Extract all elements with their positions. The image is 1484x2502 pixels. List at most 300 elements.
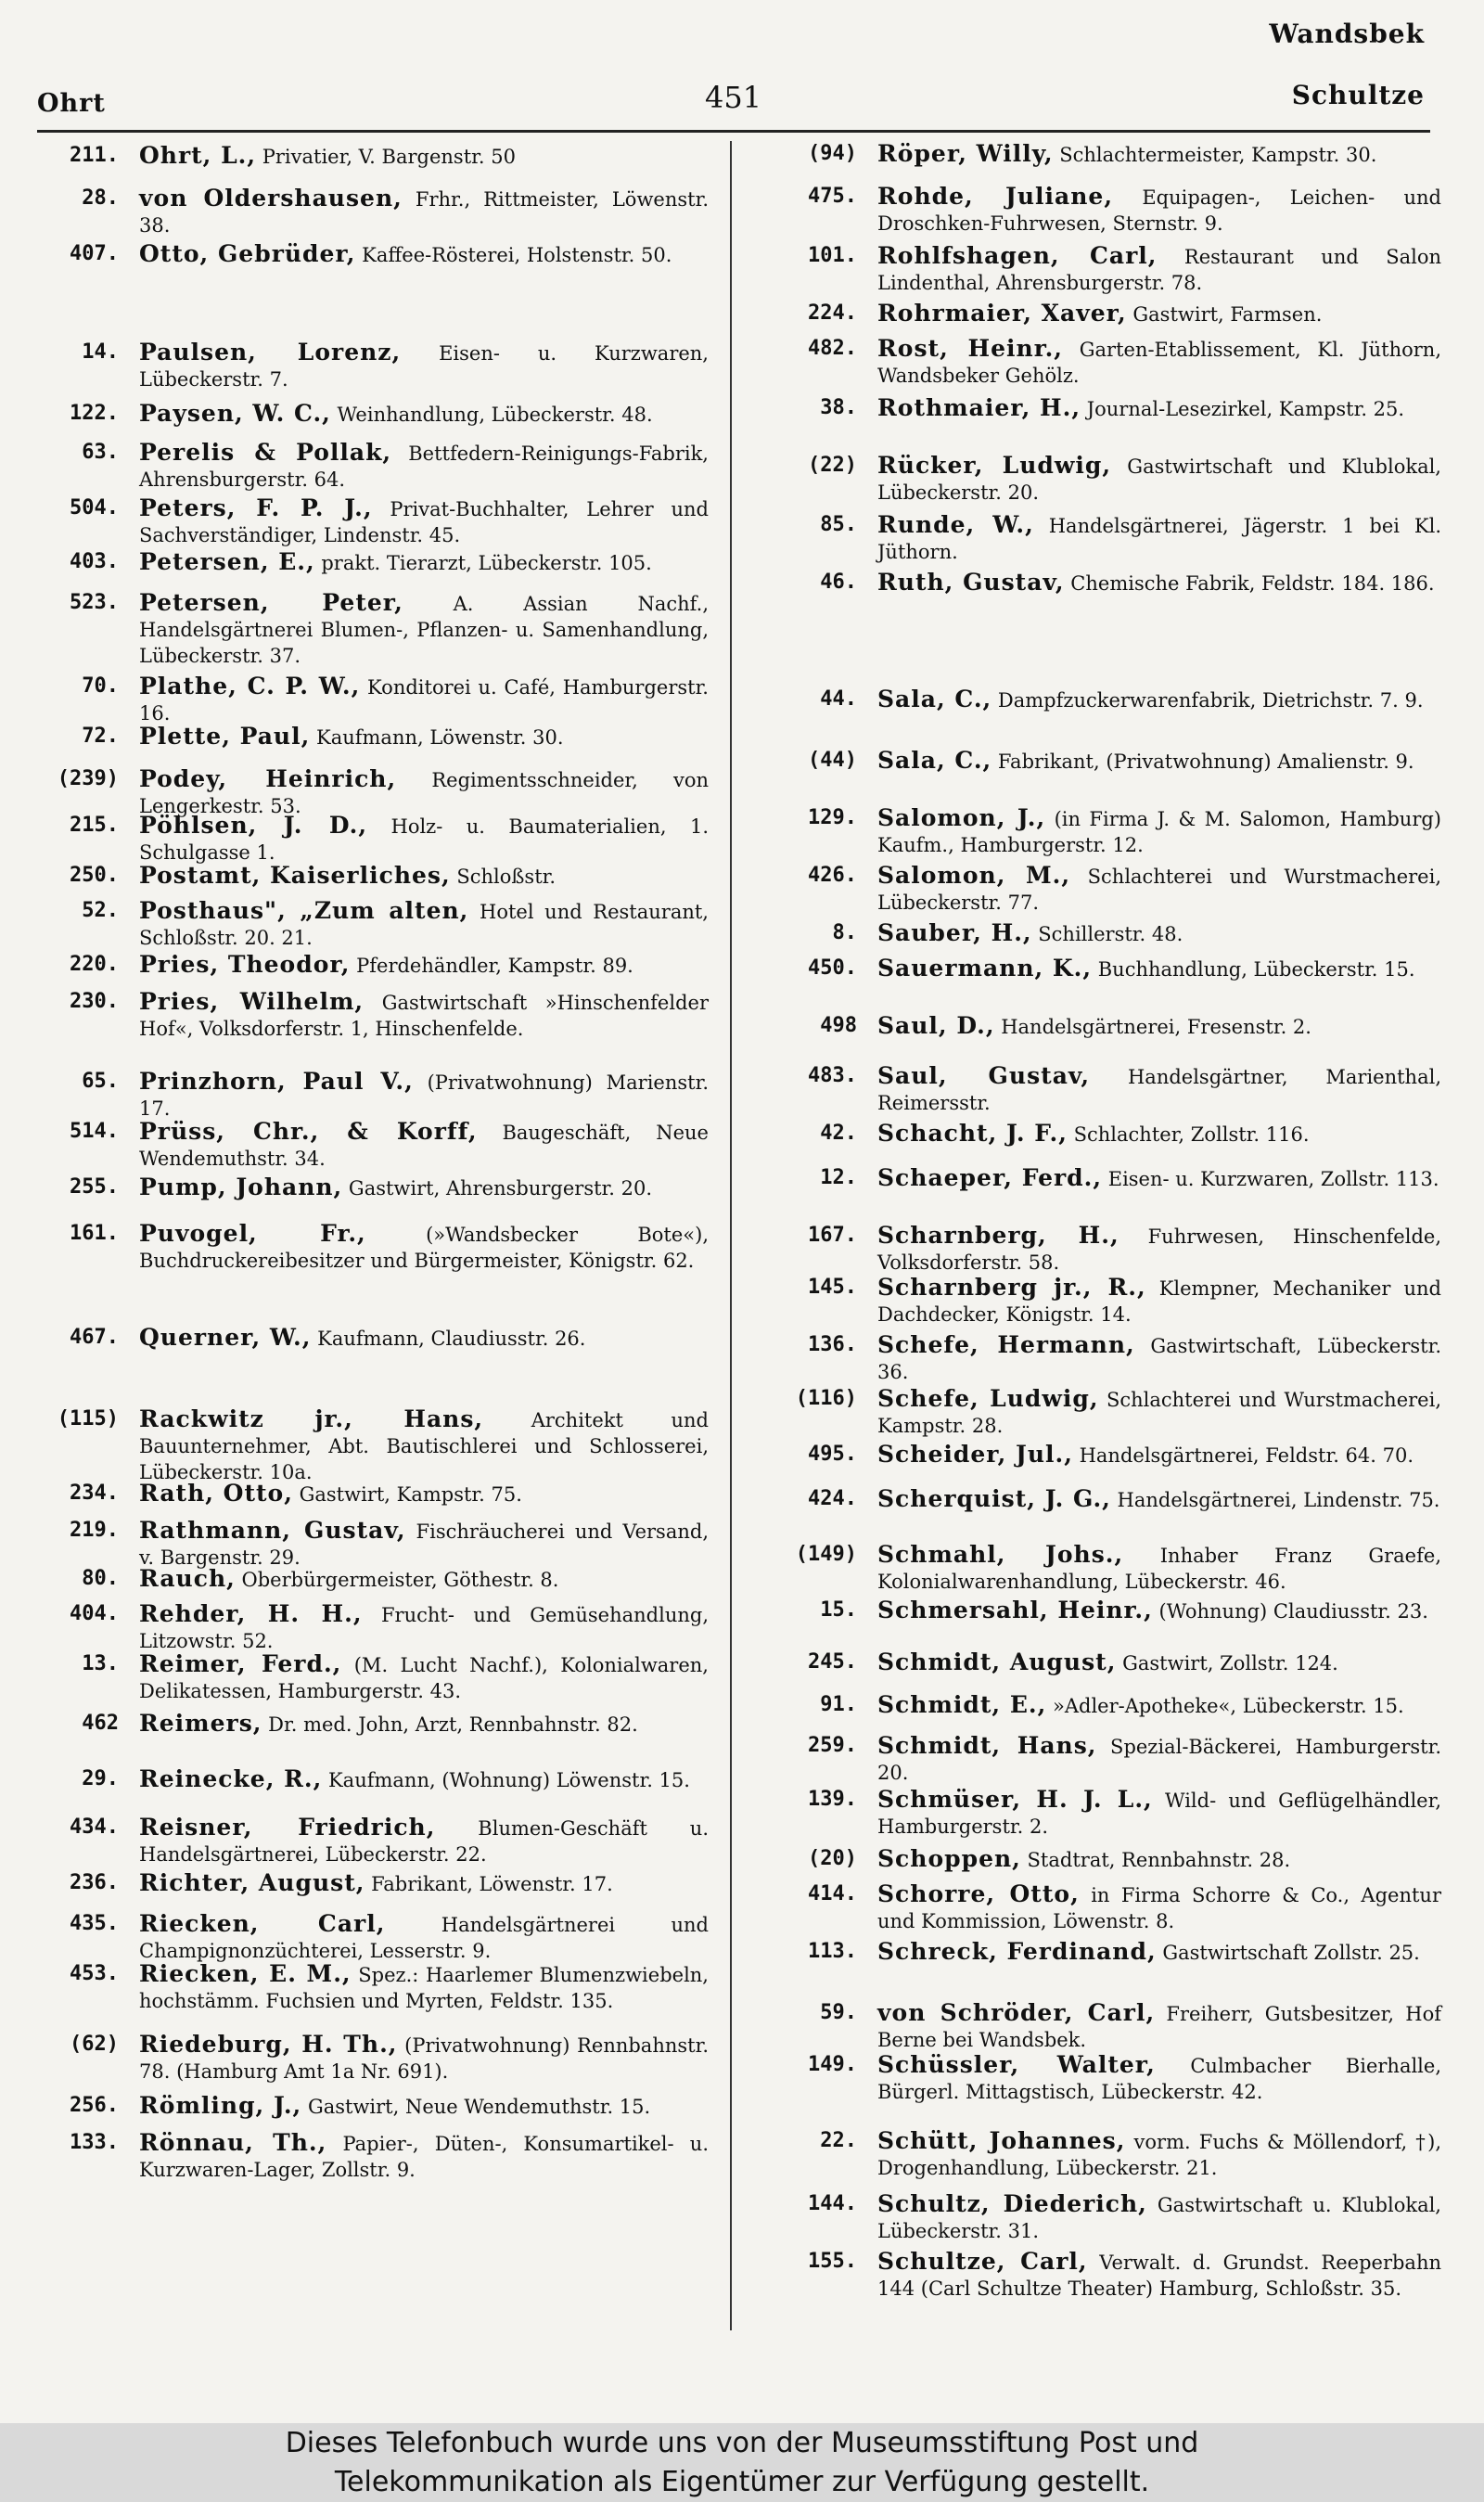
phone-number: 14. [82, 340, 119, 364]
subscriber-details: Oberbürgermeister, Göthestr. 8. [235, 1569, 559, 1591]
directory-entry [41, 590, 709, 669]
subscriber-details: Gastwirtschaft, Lübeckerstr. 36. [877, 1335, 1441, 1383]
phone-number: 495. [808, 1443, 857, 1466]
subscriber-details: Gastwirt, Kampstr. 75. [292, 1483, 522, 1506]
subscriber-name: Posthaus", „Zum alten, [139, 897, 469, 924]
entry-body [139, 1870, 709, 1897]
directory-entry [772, 1881, 1441, 1934]
phone-number: 28. [82, 186, 119, 210]
subscriber-name: Saul, Gustav, [877, 1062, 1091, 1089]
directory-entry [772, 2191, 1441, 2244]
subscriber-details: »Adler-Apotheke«, Lübeckerstr. 15. [1046, 1695, 1404, 1717]
subscriber-details: (in Firma J. & M. Salomon, Hamburg) Kaufm., Hamburgerstr. 12. [877, 808, 1441, 856]
subscriber-name: Runde, W., [877, 511, 1034, 538]
phone-number: 259. [808, 1734, 857, 1757]
entry-body [139, 1406, 709, 1485]
directory-entry [41, 724, 709, 751]
directory-entry [772, 1332, 1441, 1385]
directory-entry [772, 1013, 1441, 1040]
phone-number: 80. [82, 1567, 119, 1590]
subscriber-name: Rost, Heinr., [877, 335, 1064, 362]
entry-body [877, 2249, 1441, 2302]
directory-entry [772, 1165, 1441, 1192]
subscriber-details: Gastwirt, Farmsen. [1126, 303, 1323, 326]
subscriber-name: Schultze, Carl, [877, 2248, 1088, 2275]
entry-body [877, 1486, 1441, 1513]
directory-entry [41, 1174, 709, 1201]
subscriber-details: Frucht- und Gemüsehandlung, Litzowstr. 52. [139, 1604, 710, 1652]
subscriber-name: Reimers, [139, 1710, 262, 1737]
directory-entry [41, 898, 709, 951]
directory-entry [772, 301, 1441, 327]
directory-entry [772, 512, 1441, 565]
subscriber-details: Handelsgärtnerei, Fresenstr. 2. [994, 1016, 1311, 1038]
phone-number: 504. [70, 496, 119, 520]
subscriber-name: Sala, C., [877, 686, 992, 712]
subscriber-details: Eisen- u. Kurzwaren, Zollstr. 113. [1102, 1168, 1439, 1190]
entry-body [877, 453, 1441, 506]
subscriber-name: Saul, D., [877, 1012, 995, 1039]
phone-number: 8. [832, 921, 857, 944]
subscriber-details: Verwalt. d. Grundst. Reeperbahn 144 (Carl Schultze Theater) Hamburg, Schloßstr. 35. [877, 2252, 1441, 2300]
phone-number: 44. [820, 687, 857, 711]
entry-body [877, 748, 1441, 775]
subscriber-details: Journal-Lesezirkel, Kampstr. 25. [1081, 398, 1405, 420]
footer-line-2: Telekommunikation als Eigentümer zur Verfügung gestellt. [334, 2466, 1150, 2498]
subscriber-name: Scherquist, J. G., [877, 1485, 1111, 1512]
entry-body [139, 1119, 709, 1172]
entry-body [139, 1911, 709, 1964]
subscriber-details: Weinhandlung, Lübeckerstr. 48. [330, 404, 653, 426]
subscriber-name: Puvogel, Fr., [139, 1220, 366, 1247]
subscriber-details: prakt. Tierarzt, Lübeckerstr. 105. [314, 552, 652, 574]
phone-number: 467. [70, 1326, 119, 1349]
subscriber-name: Prüss, Chr., & Korff, [139, 1118, 478, 1145]
entry-body [139, 898, 709, 951]
phone-number: 63. [82, 441, 119, 464]
subscriber-name: Schacht, J. F., [877, 1120, 1068, 1147]
phone-number: 42. [820, 1122, 857, 1145]
subscriber-details: Kaffee-Rösterei, Holstenstr. 50. [355, 244, 672, 266]
subscriber-details: Bettfedern-Reinigungs-Fabrik, Ahrensburgerstr. 64. [139, 443, 709, 491]
phone-number: 85. [820, 513, 857, 536]
header-first-entry: Ohrt [37, 89, 106, 118]
directory-entry [772, 1597, 1441, 1624]
subscriber-details: Kaufmann, (Wohnung) Löwenstr. 15. [322, 1769, 690, 1791]
subscriber-name: Sauber, H., [877, 919, 1032, 946]
entry-body [139, 241, 709, 268]
phone-number: (22) [808, 454, 857, 477]
subscriber-details: Gastwirt, Zollstr. 124. [1116, 1652, 1338, 1674]
subscriber-name: Riedeburg, H. Th., [139, 2031, 398, 2058]
directory-entry [41, 1069, 709, 1122]
entry-body [139, 1961, 709, 2014]
entry-body [139, 724, 709, 751]
directory-entry [772, 1733, 1441, 1786]
subscriber-name: Paysen, W. C., [139, 400, 331, 427]
phone-number: 133. [70, 2131, 119, 2154]
subscriber-name: Prinzhorn, Paul V., [139, 1068, 414, 1095]
phone-number: (94) [808, 142, 857, 165]
directory-entry [41, 863, 709, 890]
subscriber-name: Scharnberg, H., [877, 1222, 1119, 1249]
phone-number: 224. [808, 302, 857, 325]
subscriber-name: Ruth, Gustav, [877, 569, 1065, 596]
phone-number: 161. [70, 1222, 119, 1245]
directory-entry [772, 1223, 1441, 1276]
subscriber-details: Inhaber Franz Graefe, Kolonialwarenhandlung, Lübeckerstr. 46. [877, 1545, 1441, 1593]
subscriber-details: Eisen- u. Kurzwaren, Lübeckerstr. 7. [139, 342, 709, 391]
phone-number: 245. [808, 1650, 857, 1674]
phone-number: 15. [820, 1598, 857, 1622]
subscriber-name: Schüssler, Walter, [877, 2051, 1156, 2078]
subscriber-details: (Privatwohnung) Marienstr. 17. [139, 1071, 709, 1120]
subscriber-details: Garten-Etablissement, Kl. Jüthorn, Wandsbeker Gehölz. [877, 339, 1441, 387]
directory-entry [772, 2128, 1441, 2181]
entry-body [877, 2052, 1441, 2105]
subscriber-name: Rohde, Juliane, [877, 183, 1114, 210]
phone-number: 91. [820, 1693, 857, 1716]
subscriber-details: vorm. Fuchs & Möllendorf, †), Drogenhandlung, Lübeckerstr. 21. [877, 2131, 1442, 2179]
subscriber-details: Dr. med. John, Arzt, Rennbahnstr. 82. [262, 1713, 638, 1736]
entry-body [877, 1275, 1441, 1328]
subscriber-details: Spezial-Bäckerei, Hamburgerstr. 20. [877, 1736, 1441, 1784]
subscriber-name: Postamt, Kaiserliches, [139, 862, 451, 889]
directory-entry [772, 243, 1441, 296]
directory-entry [772, 2000, 1441, 2053]
entry-body [139, 590, 709, 669]
subscriber-name: Sauermann, K., [877, 955, 1093, 982]
entry-body [139, 674, 709, 726]
directory-entry [41, 495, 709, 548]
subscriber-details: (Privatwohnung) Rennbahnstr. 78. (Hamburg Amt 1a Nr. 691). [139, 2034, 709, 2083]
footer-line-1: Dieses Telefonbuch wurde uns von der Museumsstiftung Post und [285, 2427, 1199, 2459]
directory-entry [772, 748, 1441, 775]
subscriber-name: Perelis & Pollak, [139, 439, 392, 466]
header-place: Wandsbek [1269, 19, 1425, 49]
subscriber-name: von Schröder, Carl, [877, 1999, 1156, 2026]
subscriber-name: Rath, Otto, [139, 1480, 293, 1507]
subscriber-name: Riecken, E. M., [139, 1960, 352, 1987]
directory-entry [41, 186, 709, 238]
subscriber-details: Schlachter, Zollstr. 116. [1067, 1123, 1310, 1146]
entry-body [877, 1063, 1441, 1116]
subscriber-name: Schmersahl, Heinr., [877, 1597, 1153, 1623]
phone-number: 250. [70, 864, 119, 887]
subscriber-details: Gastwirtschaft u. Klublokal, Lübeckerstr. 31. [877, 2194, 1441, 2242]
subscriber-details: Schlachtermeister, Kampstr. 30. [1053, 144, 1377, 166]
footer-note [0, 2423, 1484, 2502]
phone-number: (44) [808, 749, 857, 772]
subscriber-details: Dampfzuckerwarenfabrik, Dietrichstr. 7. 9. [991, 689, 1424, 712]
subscriber-name: Richter, August, [139, 1869, 365, 1896]
phone-number: 129. [808, 806, 857, 829]
phone-number: 101. [808, 244, 857, 267]
subscriber-name: Schmüser, H. J. L., [877, 1786, 1153, 1813]
directory-entry [772, 1649, 1441, 1676]
directory-entry [41, 2130, 709, 2183]
phone-number: 155. [808, 2250, 857, 2273]
subscriber-details: Regimentsschneider, von Lengerkestr. 53. [139, 769, 710, 817]
directory-entry [41, 989, 709, 1042]
subscriber-details: Schlachterei und Wurstmacherei, Lübeckerstr. 77. [877, 866, 1441, 914]
entry-body [139, 2032, 709, 2085]
directory-entry [41, 1651, 709, 1704]
phone-number: 215. [70, 814, 119, 837]
directory-entry [772, 570, 1441, 597]
phone-number: 414. [808, 1882, 857, 1905]
subscriber-name: von Oldershausen, [139, 185, 403, 212]
subscriber-details: Schillerstr. 48. [1031, 923, 1183, 945]
phone-number: 435. [70, 1912, 119, 1935]
entry-body [877, 243, 1441, 296]
phone-number: 407. [70, 242, 119, 265]
directory-entry [772, 686, 1441, 713]
subscriber-name: Paulsen, Lorenz, [139, 339, 402, 366]
entry-body [877, 1223, 1441, 1276]
subscriber-details: Papier-, Düten-, Konsumartikel- u. Kurzwaren-Lager, Zollstr. 9. [139, 2133, 709, 2181]
subscriber-details: Kaufmann, Claudiusstr. 26. [311, 1328, 586, 1350]
subscriber-details: Blumen-Geschäft u. Handelsgärtnerei, Lübeckerstr. 22. [139, 1817, 710, 1866]
phone-number: 256. [70, 2094, 119, 2117]
directory-entry [772, 453, 1441, 506]
subscriber-name: Scharnberg jr., R., [877, 1274, 1146, 1301]
entry-body [877, 1733, 1441, 1786]
entry-body [877, 1121, 1441, 1148]
subscriber-name: Schmidt, E., [877, 1691, 1047, 1718]
directory-entry [41, 241, 709, 268]
subscriber-name: Pöhlsen, J. D., [139, 812, 368, 839]
phone-number: 220. [70, 953, 119, 976]
directory-entry [41, 1481, 709, 1508]
subscriber-details: Buchhandlung, Lübeckerstr. 15. [1092, 958, 1415, 981]
phone-number: 424. [808, 1487, 857, 1510]
phone-number: 483. [808, 1064, 857, 1087]
directory-entry [772, 1486, 1441, 1513]
subscriber-name: Rothmaier, H., [877, 394, 1081, 421]
subscriber-name: Sala, C., [877, 747, 992, 774]
phone-number: (239) [57, 767, 119, 790]
subscriber-details: Klempner, Mechaniker und Dachdecker, Königstr. 14. [877, 1277, 1441, 1326]
phone-number: 65. [82, 1070, 119, 1093]
subscriber-name: Rathmann, Gustav, [139, 1517, 406, 1544]
subscriber-details: Kaufmann, Löwenstr. 30. [310, 726, 564, 749]
directory-entry [41, 1406, 709, 1485]
subscriber-name: Rackwitz jr., Hans, [139, 1405, 484, 1432]
phone-number: (62) [70, 2033, 119, 2056]
directory-entry [41, 1221, 709, 1274]
phone-number: 46. [820, 571, 857, 594]
phone-number: 149. [808, 2053, 857, 2076]
subscriber-details: Hotel und Restaurant, Schloßstr. 20. 21. [139, 901, 709, 949]
entry-body [139, 143, 709, 170]
subscriber-details: Equipagen-, Leichen- und Droschken-Fuhrwesen, Sternstr. 9. [877, 186, 1441, 235]
directory-entry [772, 1542, 1441, 1595]
entry-body [877, 1597, 1441, 1624]
directory-entry [41, 2032, 709, 2085]
subscriber-details: Gastwirt, Ahrensburgerstr. 20. [342, 1177, 653, 1200]
subscriber-details: Fuhrwesen, Hinschenfelde, Volksdorferstr. 58. [877, 1225, 1441, 1274]
subscriber-details: A. Assian Nachf., Handelsgärtnerei Blumen-, Pflanzen- u. Samenhandlung, Lübeckerstr. 37. [139, 593, 710, 667]
phone-number: 136. [808, 1333, 857, 1356]
column-divider [730, 141, 732, 2330]
subscriber-name: Rehder, H. H., [139, 1600, 363, 1627]
directory-entry [41, 952, 709, 979]
subscriber-name: Plathe, C. P. W., [139, 673, 361, 699]
entry-body [877, 2128, 1441, 2181]
subscriber-name: Plette, Paul, [139, 723, 311, 750]
directory-entry [41, 2093, 709, 2120]
subscriber-name: Salomon, M., [877, 862, 1071, 889]
directory-entry [41, 1711, 709, 1738]
subscriber-details: Gastwirtschaft und Klublokal, Lübeckerstr. 20. [877, 455, 1441, 504]
directory-entry [772, 920, 1441, 947]
phone-number: 219. [70, 1519, 119, 1542]
entry-body [877, 2191, 1441, 2244]
subscriber-name: Rönnau, Th., [139, 2129, 327, 2156]
entry-body [139, 1815, 709, 1867]
directory-entry [41, 1566, 709, 1593]
phone-number: 255. [70, 1175, 119, 1199]
entry-body [139, 1481, 709, 1508]
phone-number: 482. [808, 337, 857, 360]
subscriber-details: Chemische Fabrik, Feldstr. 184. 186. [1064, 572, 1435, 595]
entry-body [877, 1386, 1441, 1439]
subscriber-details: Fabrikant, Löwenstr. 17. [365, 1873, 613, 1895]
entry-body [877, 686, 1441, 713]
phone-number: (20) [808, 1847, 857, 1870]
directory-entry [41, 1815, 709, 1867]
entry-body [877, 1332, 1441, 1385]
subscriber-details: Restaurant und Salon Lindenthal, Ahrensburgerstr. 78. [877, 246, 1441, 294]
entry-body [877, 1013, 1441, 1040]
subscriber-details: Architekt und Bauunternehmer, Abt. Bautischlerei und Schlosserei, Lübeckerstr. 10a. [139, 1409, 709, 1483]
entry-body [139, 1566, 709, 1593]
subscriber-details: Konditorei u. Café, Hamburgerstr. 16. [139, 676, 709, 725]
entry-body [877, 1542, 1441, 1595]
subscriber-name: Schmahl, Johs., [877, 1541, 1124, 1568]
directory-entry [772, 2249, 1441, 2302]
entry-body [877, 1881, 1441, 1934]
phone-number: 404. [70, 1602, 119, 1625]
phone-number: 498 [820, 1014, 857, 1037]
subscriber-details: Frhr., Rittmeister, Löwenstr. 38. [139, 188, 709, 237]
phone-number: 29. [82, 1767, 119, 1790]
phone-number: 122. [70, 402, 119, 425]
subscriber-name: Schmidt, Hans, [877, 1732, 1097, 1759]
entry-body [139, 401, 709, 428]
entry-body [877, 920, 1441, 947]
directory-entry [772, 863, 1441, 916]
entry-body [139, 2093, 709, 2120]
subscriber-details: Spez.: Haarlemer Blumenzwiebeln, hochstämm. Fuchsien und Myrten, Feldstr. 135. [139, 1964, 709, 2012]
directory-entry [41, 1325, 709, 1352]
directory-entry [41, 143, 709, 170]
phone-number: 38. [820, 396, 857, 419]
phone-number: 139. [808, 1788, 857, 1811]
subscriber-details: Handelsgärtnerei, Lindenstr. 75. [1110, 1489, 1440, 1511]
entry-body [139, 813, 709, 866]
subscriber-name: Riecken, Carl, [139, 1910, 386, 1937]
subscriber-details: Schloßstr. [450, 866, 556, 888]
subscriber-name: Reinecke, R., [139, 1765, 323, 1792]
phone-number: (115) [57, 1407, 119, 1431]
subscriber-name: Rücker, Ludwig, [877, 452, 1112, 479]
subscriber-details: Freiherr, Gutsbesitzer, Hof Berne bei Wandsbek. [877, 2003, 1442, 2051]
phone-number: 52. [82, 899, 119, 922]
directory-entry [41, 1766, 709, 1793]
subscriber-name: Reimer, Ferd., [139, 1650, 342, 1677]
phone-number: 145. [808, 1276, 857, 1299]
subscriber-name: Salomon, J., [877, 804, 1046, 831]
entry-body [877, 1939, 1441, 1966]
phone-number: 211. [70, 144, 119, 167]
subscriber-name: Peters, F. P. J., [139, 494, 373, 521]
subscriber-name: Röper, Willy, [877, 140, 1054, 167]
subscriber-name: Pries, Theodor, [139, 951, 351, 978]
directory-entry [772, 1121, 1441, 1148]
directory-entry [41, 549, 709, 576]
entry-body [139, 2130, 709, 2183]
subscriber-name: Otto, Gebrüder, [139, 240, 356, 267]
entry-body [877, 570, 1441, 597]
entry-body [139, 549, 709, 576]
directory-entry [772, 956, 1441, 982]
entry-body [139, 1601, 709, 1654]
entry-body [139, 863, 709, 890]
directory-entry [772, 2052, 1441, 2105]
entry-body [877, 1649, 1441, 1676]
subscriber-name: Pries, Wilhelm, [139, 988, 365, 1015]
directory-entry [772, 1939, 1441, 1966]
subscriber-details: Privatier, V. Bargenstr. 50 [256, 146, 516, 168]
entry-body [877, 336, 1441, 389]
phone-number: 434. [70, 1816, 119, 1839]
entry-body [139, 1711, 709, 1738]
entry-body [877, 1165, 1441, 1192]
entry-body [139, 340, 709, 392]
entry-body [139, 1174, 709, 1201]
subscriber-details: Schlachterei und Wurstmacherei, Kampstr. 28. [877, 1389, 1441, 1437]
directory-entry [41, 1961, 709, 2014]
phone-number: (116) [795, 1387, 857, 1410]
directory-entry [41, 674, 709, 726]
entry-body [139, 440, 709, 493]
phone-number: 230. [70, 990, 119, 1013]
subscriber-details: Pferdehändler, Kampstr. 89. [350, 955, 633, 977]
subscriber-name: Schütt, Johannes, [877, 2127, 1126, 2154]
subscriber-details: in Firma Schorre & Co., Agentur und Kommission, Löwenstr. 8. [877, 1884, 1441, 1932]
subscriber-name: Schreck, Ferdinand, [877, 1938, 1157, 1965]
subscriber-name: Reisner, Friedrich, [139, 1814, 436, 1841]
entry-body [139, 186, 709, 238]
page-number: 451 [705, 80, 762, 115]
directory-entry [772, 1787, 1441, 1840]
phone-number: 22. [820, 2129, 857, 2152]
phone-number: 450. [808, 956, 857, 980]
subscriber-name: Schefe, Hermann, [877, 1331, 1135, 1358]
entry-body [139, 1325, 709, 1352]
directory-entry [41, 440, 709, 493]
header-rule [37, 130, 1430, 133]
subscriber-details: (Wohnung) Claudiusstr. 23. [1152, 1600, 1428, 1623]
phone-number: 523. [70, 591, 119, 614]
entry-body [139, 1651, 709, 1704]
phone-number: 113. [808, 1940, 857, 1963]
directory-entry [41, 1911, 709, 1964]
phone-number: 234. [70, 1482, 119, 1505]
phone-number: 72. [82, 725, 119, 748]
